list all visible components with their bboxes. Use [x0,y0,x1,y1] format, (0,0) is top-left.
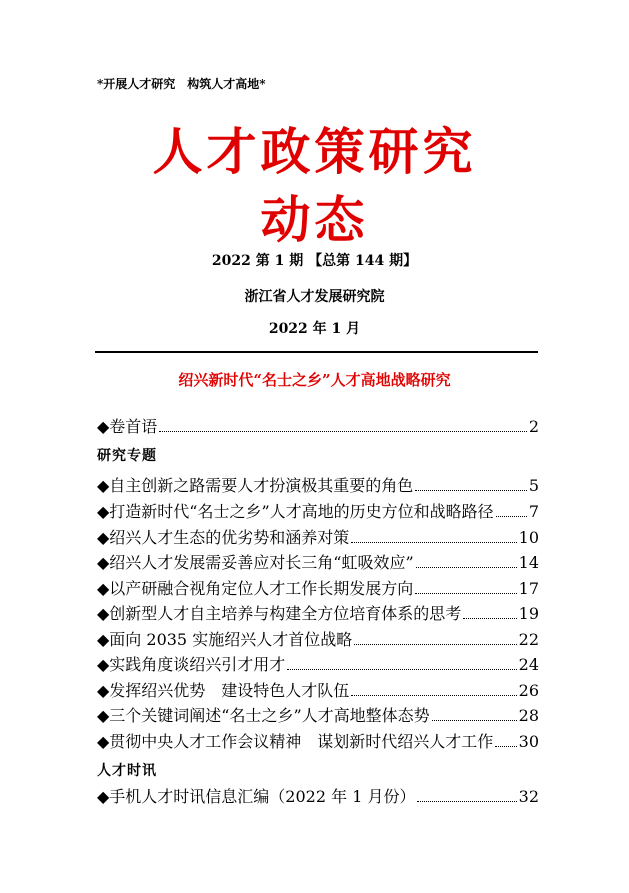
toc-entry-text: ◆贯彻中央人才工作会议精神 谋划新时代绍兴人才工作 [97,732,494,751]
toc-row[interactable] [97,601,539,624]
toc-page-number: 26 [518,681,539,700]
toc-entry-text: ◆发挥绍兴优势 建设特色人才队伍 [97,681,350,700]
toc-entry-text: ◆以产研融合视角定位人才工作长期发展方向 [97,579,414,598]
toc-leader [496,516,527,517]
section-title-research: 研究专题 [97,448,157,464]
toc-leader [415,593,516,594]
toc-leader [351,542,516,543]
issue-number: 2022 第 1 期 【总第 144 期】 [211,253,418,269]
toc-entry-text: ◆实践角度谈绍兴引才用才 [97,655,286,674]
publication-date: 2022 年 1 月 [268,321,361,337]
issue-headline: 绍兴新时代“名士之乡”人才高地战略研究 [178,371,451,389]
toc-entry-text: ◆打造新时代“名士之乡”人才高地的历史方位和战略路径 [97,502,494,521]
toc-row[interactable] [97,499,539,522]
toc-row[interactable] [97,576,539,599]
toc-entry-text: ◆手机人才时讯信息汇编（2022 年 1 月份） [97,787,416,806]
toc-entry-text: ◆绍兴人才生态的优劣势和涵养对策 [97,528,350,547]
toc-page-number: 19 [518,604,539,623]
toc-leader [415,490,527,491]
toc-row[interactable] [97,784,539,807]
toc-entry-text: ◆卷首语 [97,417,158,436]
toc-leader [463,618,516,619]
toc-page-number: 32 [518,787,539,806]
toc-entry-text: ◆绍兴人才发展需妥善应对长三角“虹吸效应” [97,553,414,572]
publisher: 浙江省人才发展研究院 [244,289,385,305]
divider [95,351,538,353]
toc-page-number: 22 [518,630,539,649]
toc-leader [417,801,516,802]
toc-page-number: 7 [528,502,539,521]
toc-row[interactable] [97,703,539,726]
toc-row[interactable] [97,652,539,675]
toc-entry-text: ◆三个关键词阐述“名士之乡”人才高地整体态势 [97,706,430,725]
toc-leader [287,669,516,670]
toc-leader [351,695,516,696]
toc-row[interactable] [97,525,539,548]
toc-page-number: 14 [518,553,539,572]
toc-row[interactable] [97,627,539,650]
tagline: *开展人才研究 构筑人才高地* [97,77,266,91]
publication-title: 人才政策研究 [152,122,477,181]
toc-page-number: 28 [518,706,539,725]
toc-page-number: 17 [518,579,539,598]
toc-row[interactable] [97,473,539,496]
toc-page-number: 24 [518,655,539,674]
toc-entry-text: ◆创新型人才自主培养与构建全方位培育体系的思考 [97,604,462,623]
toc-page-number: 2 [528,417,539,436]
toc-row-preface[interactable] [97,414,539,437]
toc-entry-text: ◆自主创新之路需要人才扮演极其重要的角色 [97,476,414,495]
toc-entry-text: ◆面向 2035 实施绍兴人才首位战略 [97,630,353,649]
toc-page-number: 30 [518,732,539,751]
toc-row[interactable] [97,550,539,573]
toc-leader [416,567,517,568]
toc-leader [495,746,516,747]
toc-row[interactable] [97,678,539,701]
toc-row[interactable] [97,729,539,752]
toc-leader [432,720,517,721]
publication-subtitle: 动态 [260,190,369,249]
section-title-news: 人才时讯 [97,763,157,779]
toc-page-number: 10 [518,528,539,547]
toc-leader [354,644,516,645]
toc-leader [159,431,527,432]
toc-page-number: 5 [528,476,539,495]
